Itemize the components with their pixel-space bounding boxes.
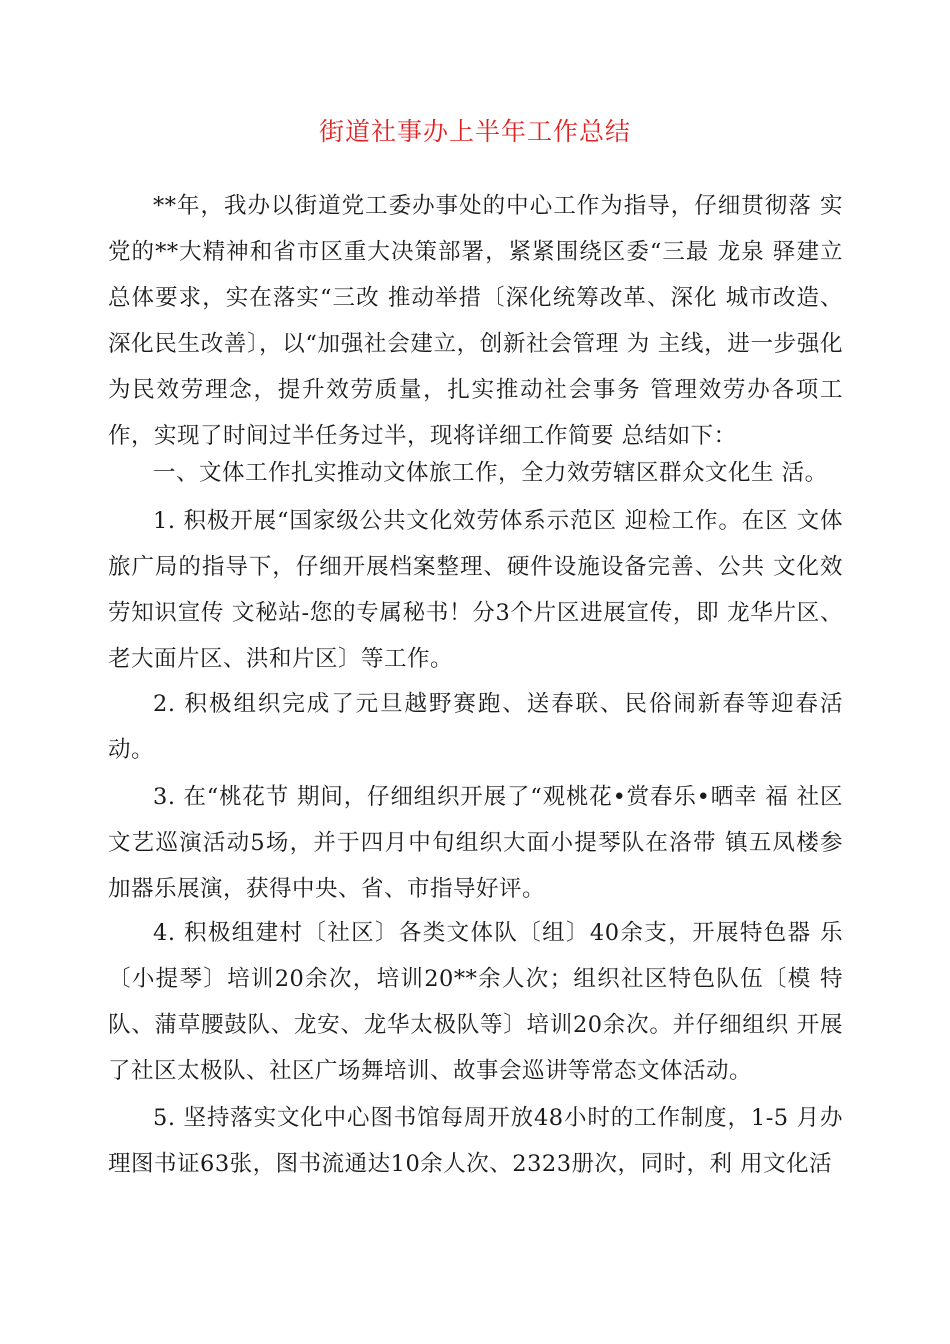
list-item-4: 4. 积极组建村〔社区〕各类文体队〔组〕40余支，开展特色器 乐〔小提琴〕培训20余次，培训20**余人次；组织社区特色队伍〔模 特队、蒲草腰鼓队、龙安、龙华太极队等〕培训20余次。并仔细组织 开展了社区太极队、社区广场舞培训、故事会巡讲等常态文体活动。: [108, 920, 843, 1084]
paragraph-intro: **年，我办以街道党工委办事处的中心工作为指导，仔细贯彻落 实党的**大精神和省市区重大决策部署，紧紧围绕区委“三最 龙泉 驿建立总体要求，实在落实“三改 推动举措〔深化统筹改革、深化 城市改造、深化民生改善〕，以“加强社会建立，创新社会管理 为 主线，进一步强化为民效劳理念，提升效劳质量，扎实推动社会事务 管理效劳办各项工作，实现了时间过半任务过半，现将详细工作简要 总结如下：: [108, 193, 843, 449]
section-heading-1: 一、文体工作扎实推动文体旅工作，全力效劳辖区群众文化生 活。: [153, 460, 828, 486]
document-title: 街道社事办上半年工作总结: [318, 117, 631, 146]
list-item-1: 1. 积极开展“国家级公共文化效劳体系示范区 迎检工作。在区 文体旅广局的指导下，仔细开展档案整理、硬件设施设备完善、公共 文化效劳知识宣传 文秘站-您的专属秘书！分3个片区进展宣传，即 龙华片区、老大面片区、洪和片区〕等工作。: [108, 508, 843, 672]
list-item-3: 3. 在“桃花节 期间，仔细组织开展了“观桃花•赏春乐•晒幸 福 社区文艺巡演活动5场，并于四月中旬组织大面小提琴队在洛带 镇五凤楼参加器乐展演，获得中央、省、市指导好评。: [108, 784, 843, 902]
list-item-5: 5. 坚持落实文化中心图书馆每周开放48小时的工作制度，1-5 月办理图书证63张，图书流通达10余人次、2323册次，同时，利 用文化活: [108, 1105, 843, 1177]
list-item-2: 2. 积极组织完成了元旦越野赛跑、送春联、民俗闹新春等迎春活动。: [108, 691, 843, 763]
